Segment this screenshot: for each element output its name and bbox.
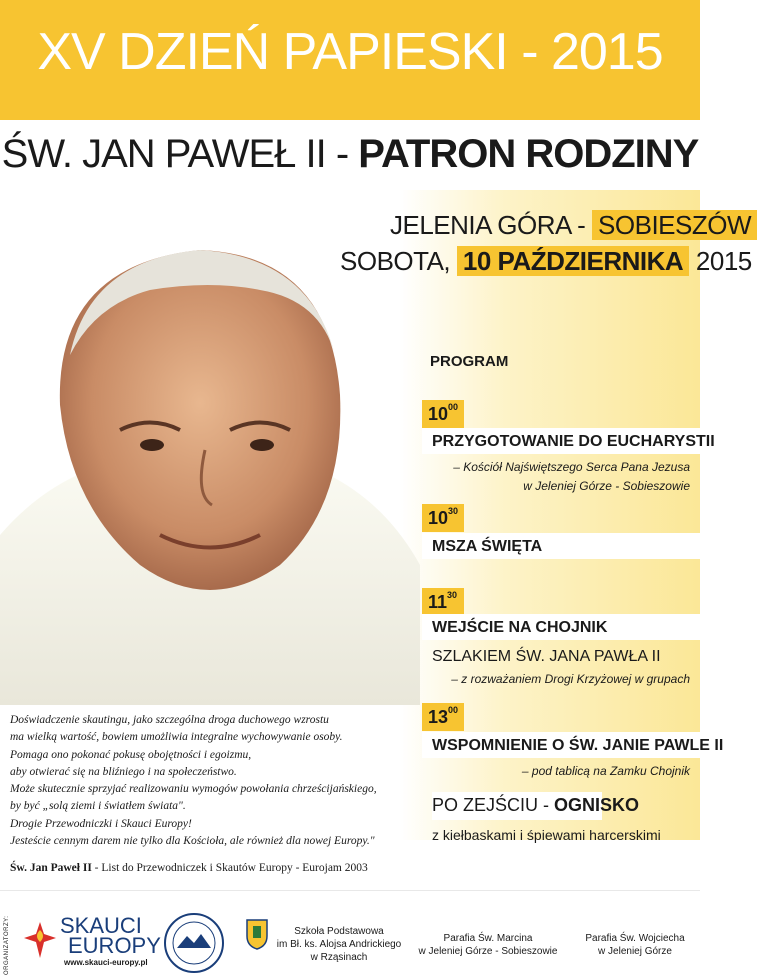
parish-line: Parafia Św. Wojciecha	[585, 933, 685, 944]
parish-line: w Jeleniej Górze	[598, 946, 672, 957]
event-note-1b: w Jeleniej Górze - Sobieszowie	[523, 479, 690, 493]
event-title-4: WSPOMNIENIE O ŚW. JANIE PAWLE II	[422, 732, 700, 758]
school-line: w Rząsinach	[310, 952, 368, 963]
event-subtitle-3: SZLAKIEM ŚW. JANA PAWŁA II	[432, 648, 661, 665]
title-year: - 2015	[521, 23, 663, 81]
poster-subtitle	[0, 132, 700, 177]
time-minutes: 00	[448, 402, 459, 412]
school-line: im Bł. ks. Alojsa Andrickiego	[276, 939, 402, 950]
organizers-label: ORGANIZATORZY:	[4, 915, 10, 975]
time-minutes: 00	[448, 705, 459, 715]
quote-line: ma wielką wartość, bowiem umożliwia integralne wychowywanie osoby.	[10, 731, 343, 744]
skauci-url: www.skauci-europy.pl	[64, 958, 148, 967]
time-hour: 11	[428, 592, 448, 612]
event-title-2: MSZA ŚWIĘTA	[422, 533, 700, 559]
subtitle-b: PATRON RODZINY	[358, 132, 699, 176]
event-title-1: PRZYGOTOWANIE DO EUCHARYSTII	[422, 428, 700, 454]
skauci-name-line2: EUROPY	[68, 933, 161, 958]
time-hour: 13	[428, 707, 449, 727]
time-badge-4	[422, 703, 464, 731]
date-day-month: 10 PAŹDZIERNIKA	[457, 246, 689, 276]
quote-block	[10, 712, 410, 850]
quote-line: Może skutecznie sprzyjać realizowaniu wymogów powołania chrześcijańskiego,	[10, 783, 377, 796]
quote-line: Jesteście cennym darem nie tylko dla Kościoła, ale również dla nowej Europy."	[10, 835, 375, 848]
quote-line: Pomaga ono pokonać pokusę obojętności i egoizmu,	[10, 748, 252, 761]
quote-source: - List do Przewodniczek i Skautów Europy - Eurojam 2003	[91, 862, 368, 874]
parish-line: Parafia Św. Marcina	[443, 933, 533, 944]
event-title-3: WEJŚCIE NA CHOJNIK	[422, 614, 700, 640]
organizers-label-wrap	[2, 905, 16, 975]
date-year: 2015	[695, 246, 752, 276]
bonfire-label: OGNISKO	[554, 795, 640, 815]
karkonosze-club-logo	[163, 912, 225, 974]
coat-of-arms-logo	[245, 918, 269, 950]
time-minutes: 30	[448, 506, 459, 516]
school-name	[272, 925, 406, 964]
place-district: SOBIESZÓW	[592, 210, 757, 240]
parish-line: w Jeleniej Górze - Sobieszowie	[418, 946, 558, 957]
event-date	[340, 246, 752, 277]
time-badge-2	[422, 504, 464, 532]
skauci-name-line1: SKAUCI	[60, 913, 142, 938]
place-city: JELENIA GÓRA -	[390, 210, 586, 240]
time-badge-1	[422, 400, 464, 428]
pope-portrait-image	[0, 205, 420, 705]
date-weekday: SOBOTA,	[340, 246, 451, 276]
quote-line: aby otwierać się na bliźniego i na społeczeństwo.	[10, 765, 237, 778]
program-heading: PROGRAM	[430, 353, 509, 370]
subtitle-a: ŚW. JAN PAWEŁ II -	[1, 132, 349, 176]
quote-line: Drogie Przewodniczki i Skauci Europy!	[10, 817, 192, 830]
bonfire-note: z kiełbaskami i śpiewami harcerskimi	[432, 827, 661, 843]
school-line: Szkoła Podstawowa	[294, 926, 384, 937]
quote-author: Św. Jan Paweł II	[10, 862, 92, 874]
skauci-cross-icon	[22, 920, 58, 960]
quote-signature	[10, 862, 368, 874]
time-hour: 10	[428, 404, 449, 424]
poster-title	[0, 22, 700, 82]
time-minutes: 30	[447, 590, 458, 600]
parish-st-marcin	[418, 932, 558, 958]
event-note-4: – pod tablicą na Zamku Chojnik	[521, 764, 690, 778]
time-badge-3	[422, 588, 464, 616]
title-main: XV DZIEŃ PAPIESKI	[37, 23, 508, 81]
after-label: PO ZEJŚCIU -	[432, 795, 550, 815]
quote-line: Doświadczenie skautingu, jako szczególna droga duchowego wzrostu	[10, 714, 329, 726]
quote-line: by być „solą ziemi i światłem świata".	[10, 800, 186, 813]
parish-st-wojciech	[570, 932, 700, 958]
event-note-1a: – Kościół Najświętszego Serca Pana Jezusa	[453, 460, 690, 474]
after-descent	[432, 792, 640, 820]
event-note-3: – z rozważaniem Drogi Krzyżowej w grupach	[451, 672, 690, 686]
time-hour: 10	[428, 508, 449, 528]
event-place	[390, 210, 751, 241]
